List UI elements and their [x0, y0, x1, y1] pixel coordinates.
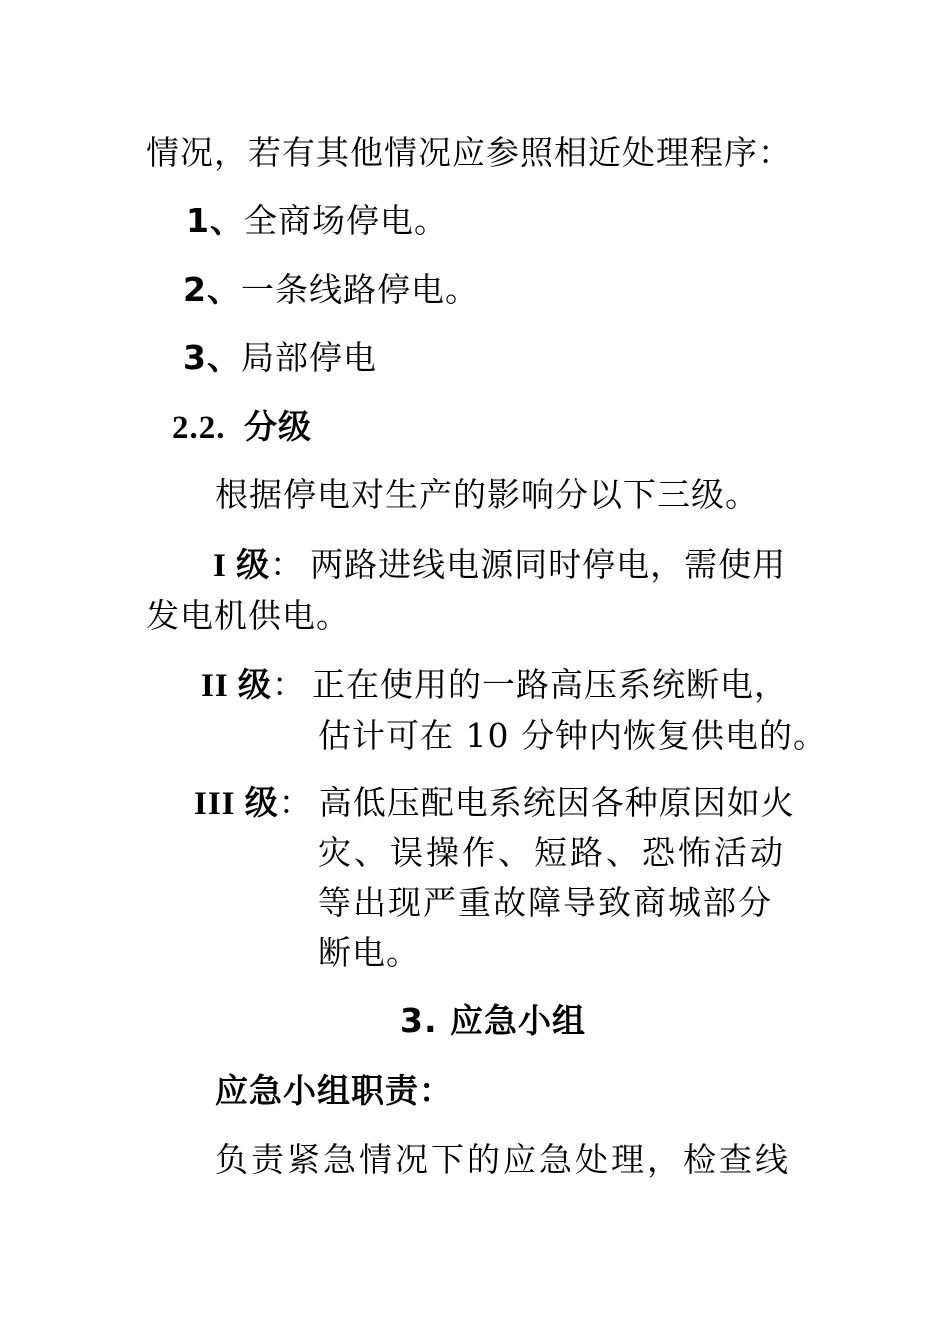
list-item-text: 一条线路停电。: [241, 270, 479, 309]
level-text: 正在使用的一路高压系统断电，: [311, 665, 788, 704]
grading-intro: 根据停电对生产的影响分以下三级。: [215, 475, 759, 514]
level-ii-line-1: [201, 665, 788, 706]
section-title: 分级: [244, 407, 312, 446]
list-item-number: 1、: [186, 201, 244, 240]
level-i-line-2: 发电机供电。: [146, 596, 350, 635]
list-item-text: 局部停电: [241, 338, 377, 377]
level-iii-line-4: 断电。: [318, 933, 420, 972]
level-separator: ：: [271, 665, 306, 704]
list-item: [186, 201, 448, 241]
list-item: [183, 338, 377, 378]
intro-line: 情况，若有其他情况应参照相近处理程序：: [146, 133, 792, 172]
list-item: [183, 270, 479, 310]
duty-text: 负责紧急情况下的应急处理，检查线: [215, 1140, 791, 1179]
level-label: I 级: [213, 548, 271, 584]
section-number: 2.2.: [172, 410, 226, 446]
list-item-number: 3、: [183, 338, 241, 377]
level-iii-line-1: [194, 783, 795, 824]
duty-heading: 应急小组职责：: [215, 1071, 453, 1110]
level-ii-line-2: 估计可在 10 分钟内恢复供电的。: [318, 716, 827, 755]
level-text: 高低压配电系统因各种原因如火: [318, 783, 795, 822]
level-i-line-1: [213, 545, 786, 586]
level-separator: ：: [278, 783, 313, 822]
list-item-text: 全商场停电。: [244, 201, 448, 240]
list-item-number: 2、: [183, 270, 241, 309]
level-text: 两路进线电源同时停电，需使用: [310, 545, 787, 584]
level-label: II 级: [201, 668, 272, 704]
section-heading-2-2: [172, 407, 312, 448]
level-iii-line-3: 等出现严重故障导致商城部分: [318, 883, 773, 922]
level-separator: ：: [270, 545, 305, 584]
level-label: III 级: [194, 786, 279, 822]
level-iii-line-2: 灾、误操作、短路、恐怖活动: [318, 833, 786, 872]
section-heading-3: 3. 应急小组: [400, 1001, 586, 1040]
